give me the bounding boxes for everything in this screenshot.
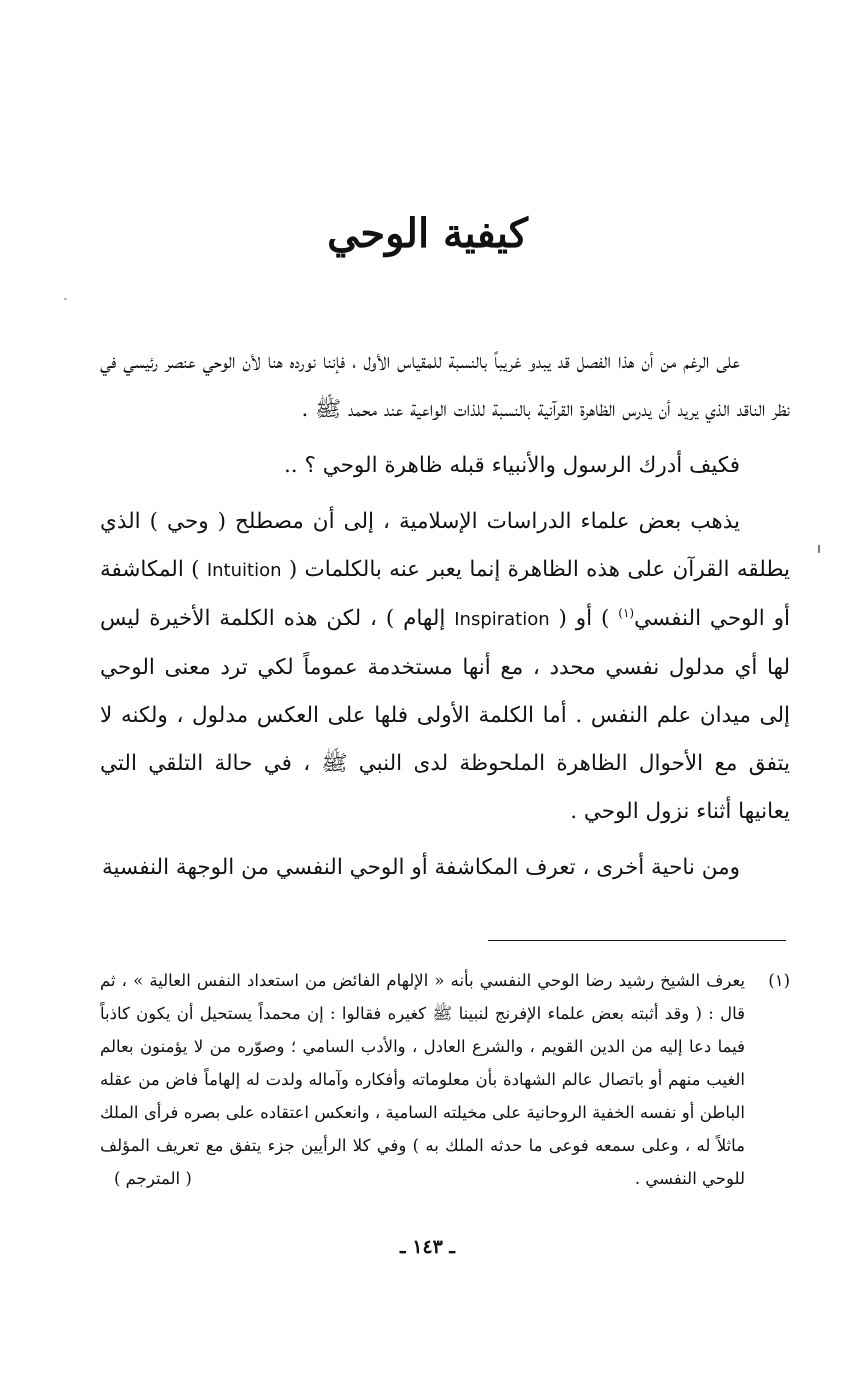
footnote-ref[interactable]: (١): [618, 605, 635, 620]
page-number: ـ ١٤٣ ـ: [400, 1236, 455, 1258]
footnote-body: [100, 964, 745, 1195]
paragraph-3-part-b: ) المكاشفة أو الوحي النفسي: [100, 557, 790, 631]
paragraph-1: على الرغم من أن هذا الفصل قد يبدو غريباً بالنسبة للمقياس الأول ، فإننا نورده هنا لأن الوحي عنصر رئيسي في نظر الناقد الذي يريد أن يدرس الظاهرة القرآنية بالنسبة للذات الواعية عند محمد ﷺ .: [100, 349, 790, 422]
term-intuition: Intuition: [206, 560, 282, 581]
footnote-divider: [488, 940, 786, 941]
paragraph-3-part-d: إلهام ) ، لكن هذه الكلمة الأخيرة ليس لها أي مدلول نفسي محدد ، مع أنها مستخدمة عموماً لكي ترد معنى الوحي إلى ميدان علم النفس . أما الكلمة الأولى فلها على العكس مدلول ، ولكنه لا يتفق مع الأحوال الظاهرة الملحوظة لدى النبي ﷺ ، في حالة التلقي التي يعانيها أثناء نزول الوحي .: [100, 606, 790, 824]
paragraph-question: فكيف أدرك الرسول والأنبياء قبله ظاهرة الوحي ؟ ..: [283, 453, 740, 478]
scan-speck: [818, 545, 820, 553]
footnote-signature: ( المترجم ): [114, 1169, 192, 1188]
paragraph-4: ومن ناحية أخرى ، تعرف المكاشفة أو الوحي النفسي من الوجهة النفسية: [102, 855, 740, 880]
scan-speck: [64, 298, 67, 300]
footnote-number: (١): [768, 971, 790, 990]
paragraph-3-part-a: يذهب بعض علماء الدراسات الإسلامية ، إلى أن مصطلح ( وحي ) الذي يطلقه القرآن على هذه الظاهرة إنما يعبر عنه بالكلمات (: [100, 509, 790, 582]
paragraph-3-part-c: ) أو (: [558, 606, 610, 631]
term-inspiration: Inspiration: [454, 609, 550, 630]
main-text: [100, 338, 790, 892]
footnote-text: يعرف الشيخ رشيد رضا الوحي النفسي بأنه « الإلهام الفائض من استعداد النفس العالية » ، ثم قال : ( وقد أثبته بعض علماء الإفرنج لنبينا ﷺ كغيره فقالوا : إن محمداً يستحيل أن يكون كاذباً فيما دعا إليه من الدين القويم ، والشرع العادل ، والأدب السامي ؛ وصوّره من لا يؤمنون بعالم الغيب منهم أو باتصال عالم الشهادة بأن معلوماته وأفكاره وآماله ولدت له إلهاماً فاض من عقله الباطن أو نفسه الخفية الروحانية على مخيلته السامية ، وانعكس اعتقاده على بصره فرأى الملك ماثلاً له ، وعلى سمعه فوعى ما حدثه الملك به ) وفي كلا الرأيين جزء يتفق مع تعريف المؤلف للوحي النفسي .: [100, 971, 745, 1188]
footnote: [100, 964, 790, 1195]
paragraph-3: [100, 498, 790, 836]
chapter-title: كيفية الوحي: [327, 210, 528, 257]
